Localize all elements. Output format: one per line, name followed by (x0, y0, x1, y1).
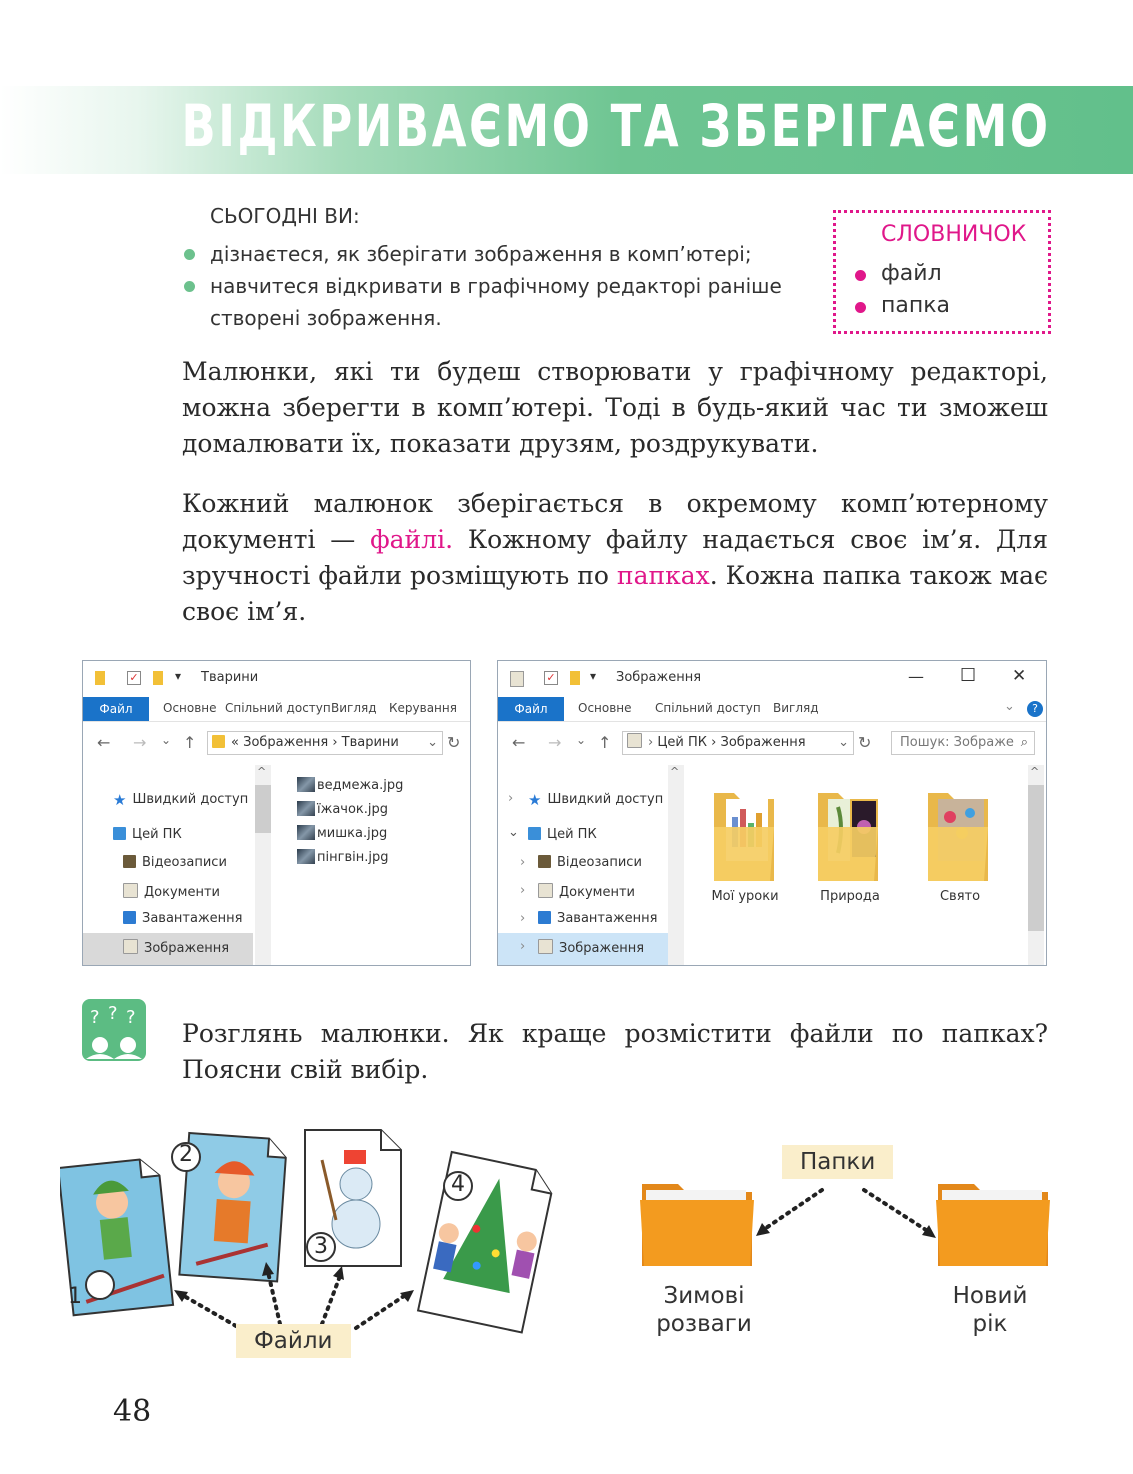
up-arrow-icon[interactable]: ↑ (598, 733, 612, 752)
svg-text:?: ? (90, 1007, 100, 1028)
breadcrumb-pictures[interactable]: Зображення (720, 735, 806, 750)
up-arrow-icon[interactable]: ↑ (183, 733, 197, 752)
folder-caption-winter: Зимові розваги (656, 1283, 752, 1337)
address-bar[interactable]: « Зображення › Тварини ⌄ (207, 731, 443, 755)
tab-home[interactable]: Основне (163, 701, 217, 715)
chevron-down-icon[interactable]: ⌄ (838, 735, 849, 750)
tree-item-documents[interactable]: Документи (123, 883, 220, 900)
chevron-down-icon[interactable]: ⌄ (508, 825, 519, 840)
window-title: Тварини (201, 670, 259, 685)
folder-thumbnail-icon (816, 787, 882, 883)
folder-icon[interactable] (153, 671, 163, 685)
tree-item-documents[interactable]: Документи (538, 883, 635, 900)
download-icon (538, 911, 551, 924)
pictures-folder-icon (538, 939, 553, 954)
number-4: 4 (451, 1172, 465, 1197)
checkmark-icon[interactable]: ✓ (127, 671, 141, 685)
dotted-arrows (766, 1190, 926, 1230)
folder-new-year-icon (936, 1184, 1050, 1266)
paragraph-1: Малюнки, які ти будеш створювати у графічному редакторі, можна зберегти в комп’ютері. Тоді в будь-який час ти зможеш домалювати їх, показати друзям, роздрукувати. (182, 357, 1048, 458)
file-item[interactable]: мишка.jpg (297, 825, 387, 841)
arrowheads (756, 1223, 936, 1238)
breadcrumb-this-pc[interactable]: Цей ПК (657, 735, 708, 750)
folder-icon (212, 735, 225, 748)
file-item[interactable]: їжачок.jpg (297, 801, 388, 817)
explorer-window-pictures (497, 660, 1047, 966)
dotted-arrows (184, 1272, 404, 1328)
svg-text:?: ? (108, 1003, 118, 1024)
goals-list (182, 238, 822, 334)
tree-item-downloads[interactable]: Завантаження (538, 911, 658, 926)
pictures-folder-icon (510, 671, 524, 687)
tab-view[interactable]: Вигляд (773, 701, 819, 715)
glossary-item: папка (855, 290, 950, 322)
window-title: Зображення (616, 670, 702, 685)
tree-item-downloads[interactable]: Завантаження (123, 911, 243, 926)
download-icon (123, 911, 136, 924)
title-bar (498, 661, 1046, 695)
checkmark-icon[interactable]: ✓ (544, 671, 558, 685)
image-thumbnail-icon (297, 777, 315, 792)
minimize-button[interactable]: — (908, 667, 924, 686)
term-folders: папках (616, 561, 710, 590)
image-thumbnail-icon (297, 801, 315, 816)
forward-arrow-icon[interactable]: → (548, 733, 562, 752)
chevron-right-icon[interactable]: › (520, 883, 526, 898)
folder-thumbnail-icon (712, 787, 778, 883)
tree-item-pictures[interactable]: Зображення (123, 939, 229, 956)
address-bar[interactable]: › Цей ПК › Зображення ⌄ (622, 731, 854, 755)
tab-file[interactable]: Файл (83, 697, 149, 721)
tree-item-pictures[interactable]: Зображення (538, 939, 644, 956)
folder-nature[interactable] (816, 787, 882, 883)
discussion-icon (82, 999, 146, 1061)
chevron-up-icon[interactable]: ^ (257, 765, 267, 778)
tree-item-this-pc[interactable]: Цей ПК (528, 827, 597, 842)
chevron-up-icon[interactable]: ^ (670, 765, 680, 778)
folder-thumbnail-icon (926, 787, 992, 883)
refresh-icon[interactable]: ↻ (447, 733, 461, 752)
folder-label: Свято (939, 889, 981, 904)
chevron-up-icon[interactable]: ^ (1030, 765, 1040, 778)
folder-label: Мої уроки (711, 889, 779, 904)
file-item[interactable]: ведмежа.jpg (297, 777, 403, 793)
tree-item-videos[interactable]: Відеозаписи (538, 855, 642, 870)
image-thumbnail-icon (297, 825, 315, 840)
computer-icon (113, 827, 126, 840)
chevron-down-icon[interactable]: ⌄ (576, 733, 587, 747)
explorer-window-animals (82, 660, 471, 966)
tab-home[interactable]: Основне (578, 701, 632, 715)
document-icon (538, 883, 553, 898)
bullet-icon (184, 281, 195, 292)
folder-label: Природа (820, 889, 880, 904)
scrollbar-thumb[interactable] (255, 785, 271, 833)
glossary-title: СЛОВНИЧОК (881, 222, 1027, 247)
folder-icon[interactable] (570, 671, 580, 685)
today-heading: СЬОГОДНІ ВИ: (210, 204, 360, 228)
back-arrow-icon[interactable]: ← (97, 733, 111, 752)
tab-view[interactable]: Вигляд (331, 701, 377, 715)
bullet-icon (855, 270, 866, 281)
page-title: ВІДКРИВАЄМО ТА ЗБЕРІГАЄМО (181, 92, 1051, 160)
scrollbar-thumb[interactable] (1028, 785, 1044, 931)
title-bar (83, 661, 470, 695)
chevron-down-icon[interactable]: ⌄ (1004, 699, 1015, 714)
chevron-down-icon[interactable]: ⌄ (427, 735, 438, 750)
tab-manage[interactable]: Керування (389, 701, 457, 715)
folder-icon (95, 671, 105, 685)
folder-caption-new-year: Новий рік (952, 1283, 1028, 1337)
folder-holiday[interactable] (926, 787, 992, 883)
folders-illustration (636, 1180, 1056, 1280)
tree-item-quick-access[interactable]: ★ Швидкий доступ (113, 791, 249, 809)
tab-share[interactable]: Спільний доступ (225, 701, 331, 715)
number-2: 2 (179, 1142, 193, 1167)
files-label: Файли (236, 1324, 351, 1358)
tree-item-this-pc[interactable]: Цей ПК (113, 827, 182, 842)
goal-item: навчитеся відкривати в графічному редакторі раніше створені зображення. (182, 270, 822, 334)
help-icon[interactable]: ? (1027, 701, 1043, 717)
number-1: 1 (68, 1284, 82, 1309)
glossary-list (855, 258, 950, 322)
tree-item-videos[interactable]: Відеозаписи (123, 855, 227, 870)
number-3: 3 (314, 1234, 328, 1259)
computer-icon (528, 827, 541, 840)
paragraph-2: Кожний малюнок зберігається в окремому комп’ютерному документі — файлі. Кожному файлу надається своє ім’я. Для зручності файли розміщують по папках. Кожна папка також має своє ім’я. (182, 489, 1049, 626)
chevron-right-icon[interactable]: › (508, 791, 514, 806)
tab-file[interactable]: Файл (498, 697, 564, 721)
folder-my-lessons[interactable] (712, 787, 778, 883)
refresh-icon[interactable]: ↻ (858, 733, 872, 752)
glossary-item: файл (855, 258, 950, 290)
pictures-folder-icon (123, 939, 138, 954)
chevron-right-icon[interactable]: › (520, 911, 526, 926)
scrollbar[interactable] (668, 765, 684, 966)
video-folder-icon (538, 855, 551, 868)
chevron-right-icon[interactable]: › (520, 855, 526, 870)
folder-winter-icon (640, 1184, 754, 1266)
close-button[interactable]: ✕ (1012, 666, 1027, 686)
document-icon (123, 883, 138, 898)
chevron-right-icon[interactable]: › (520, 939, 526, 954)
goal-item: дізнаєтеся, як зберігати зображення в комп’ютері; (182, 238, 822, 270)
svg-text:?: ? (126, 1007, 136, 1028)
page-number: 48 (113, 1394, 152, 1429)
chevron-down-icon[interactable]: ⌄ (161, 733, 172, 747)
star-icon: ★ (113, 791, 127, 809)
tree-item-quick-access[interactable]: ★ Швидкий доступ (528, 791, 664, 809)
term-file: файлі. (370, 525, 454, 554)
search-icon: ⌕ (1020, 735, 1028, 750)
star-icon: ★ (528, 791, 542, 809)
maximize-button[interactable]: ☐ (960, 665, 977, 686)
search-input[interactable]: Пошук: Зображе ⌕ (891, 731, 1035, 755)
pictures-folder-icon (627, 733, 642, 748)
dropdown-icon[interactable]: ▾ (590, 669, 597, 683)
video-folder-icon (123, 855, 136, 868)
breadcrumb-animals[interactable]: Тварини (341, 735, 399, 750)
dropdown-icon[interactable]: ▾ (175, 669, 182, 683)
task-text: Розглянь малюнки. Як краще розмістити файли по папках? Поясни свій вибір. (182, 1019, 1048, 1084)
forward-arrow-icon[interactable]: → (133, 733, 147, 752)
breadcrumb-images[interactable]: Зображення (243, 735, 329, 750)
image-thumbnail-icon (297, 849, 315, 864)
bullet-icon (184, 249, 195, 260)
back-arrow-icon[interactable]: ← (512, 733, 526, 752)
tab-share[interactable]: Спільний доступ (655, 701, 761, 715)
bullet-icon (855, 302, 866, 313)
file-item[interactable]: пінгвін.jpg (297, 849, 388, 865)
folders-label: Папки (782, 1145, 893, 1179)
